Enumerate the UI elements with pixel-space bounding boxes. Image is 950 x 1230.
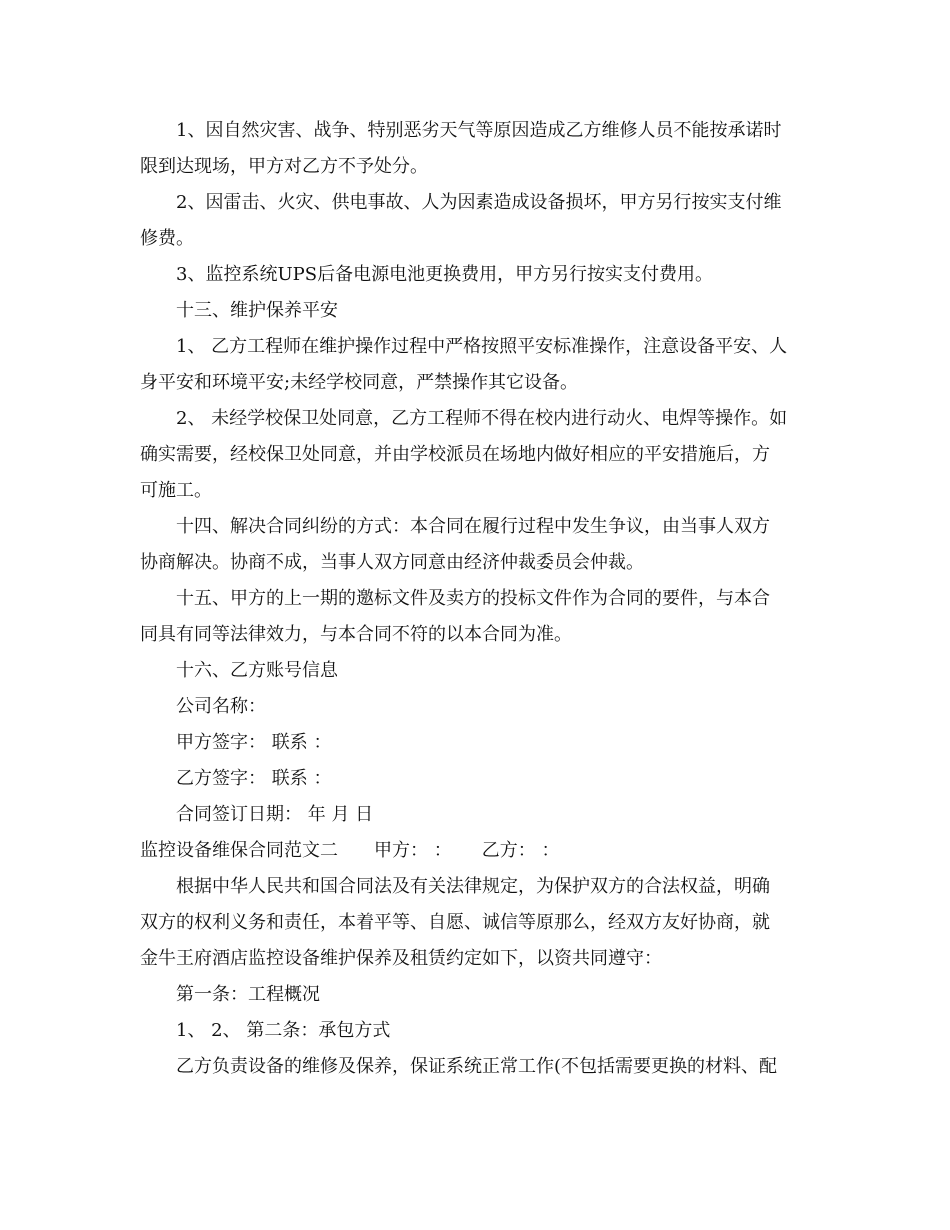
document-page bbox=[140, 113, 810, 1085]
text-line-sign_a: 甲方签字： 联系 ： bbox=[176, 732, 332, 753]
text-line-h14b: 协商解决。协商不成，当事人双方同意由经济仲裁委员会仲裁。 bbox=[140, 552, 644, 573]
text-line-p2b: 修费。 bbox=[140, 228, 194, 249]
text-line-h13: 十三、维护保养平安 bbox=[176, 300, 338, 321]
party-b-field: 乙方： ： bbox=[481, 840, 560, 861]
text-line-h15a: 十五、甲方的上一期的邀标文件及卖方的投标文件作为合同的要件，与本合 bbox=[176, 588, 770, 609]
text-line-p4b: 身平安和环境平安;未经学校同意，严禁操作其它设备。 bbox=[140, 372, 579, 393]
text-line-date: 合同签订日期： 年 月 日 bbox=[176, 804, 374, 825]
text-line-p5b: 确实需要，经校保卫处同意，并由学校派员在场地内做好相应的平安措施后，方 bbox=[140, 444, 770, 465]
text-line-company: 公司名称： bbox=[176, 696, 266, 717]
text-line-art1: 第一条：工程概况 bbox=[176, 984, 320, 1005]
second-contract-body bbox=[140, 869, 810, 1085]
text-line-p3: 3、监控系统UPS后备电源电池更换费用，甲方另行按实支付费用。 bbox=[176, 264, 714, 285]
text-line-q1c: 金牛王府酒店监控设备维护保养及租赁约定如下，以资共同遵守： bbox=[140, 948, 662, 969]
text-line-p5c: 可施工。 bbox=[140, 480, 212, 501]
text-line-p4a: 1、 乙方工程师在维护操作过程中严格按照平安标准操作，注意设备平安、人 bbox=[176, 336, 788, 357]
text-line-h16: 十六、乙方账号信息 bbox=[176, 660, 338, 681]
text-line-art2: 1、 2、 第二条：承包方式 bbox=[176, 1020, 391, 1041]
text-line-p1b: 限到达现场，甲方对乙方不予处分。 bbox=[140, 156, 428, 177]
text-line-p1a: 1、因自然灾害、战争、特别恶劣天气等原因造成乙方维修人员不能按承诺时 bbox=[176, 120, 782, 141]
text-line-q1a: 根据中华人民共和国合同法及有关法律规定，为保护双方的合法权益，明确 bbox=[176, 876, 770, 897]
contract-clauses bbox=[140, 113, 810, 833]
text-line-h14a: 十四、解决合同纠纷的方式：本合同在履行过程中发生争议，由当事人双方 bbox=[176, 516, 770, 537]
text-line-q2: 乙方负责设备的维修及保养，保证系统正常工作(不包括需要更换的材料、配 bbox=[176, 1056, 778, 1077]
second-contract-title-line bbox=[140, 833, 810, 869]
text-line-p5a: 2、 未经学校保卫处同意，乙方工程师不得在校内进行动火、电焊等操作。如 bbox=[176, 408, 788, 429]
text-line-p2a: 2、因雷击、火灾、供电事故、人为因素造成设备损坏，甲方另行按实支付维 bbox=[176, 192, 782, 213]
text-line-h15b: 同具有同等法律效力，与本合同不符的以本合同为准。 bbox=[140, 624, 572, 645]
second-contract-title: 监控设备维保合同范文二 bbox=[140, 840, 338, 861]
party-a-field: 甲方： ： bbox=[374, 840, 452, 861]
text-line-q1b: 双方的权利义务和责任，本着平等、自愿、诚信等原那么，经双方友好协商，就 bbox=[140, 912, 770, 933]
text-line-sign_b: 乙方签字： 联系 ： bbox=[176, 768, 332, 789]
